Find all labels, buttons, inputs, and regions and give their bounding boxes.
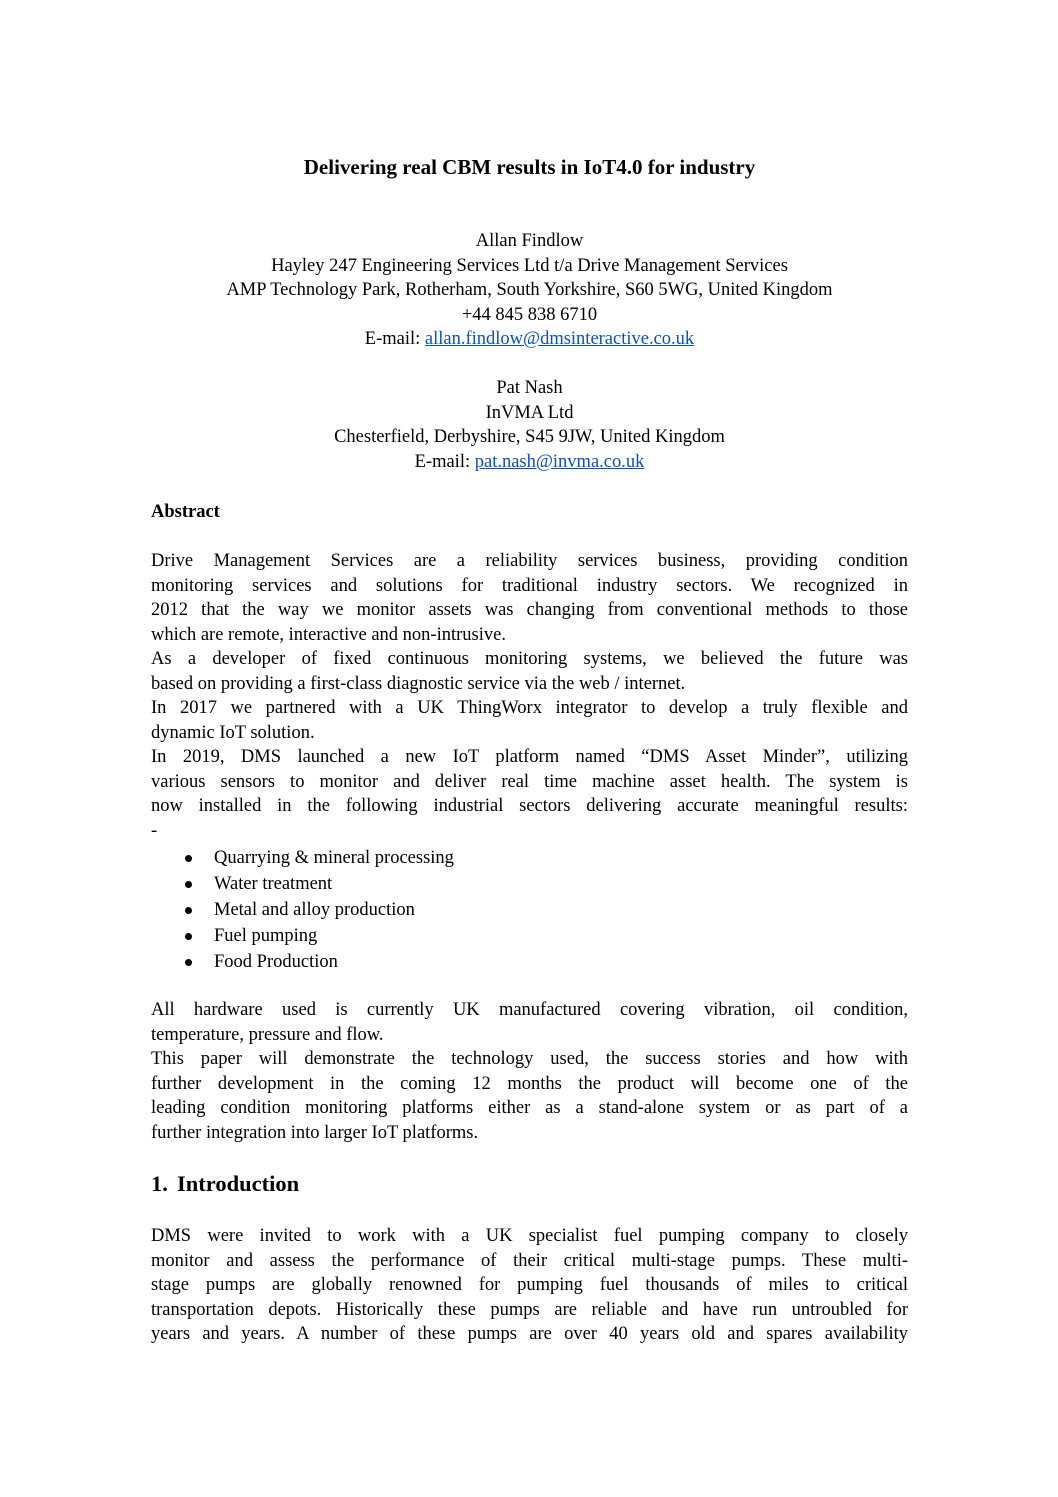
- section-number: 1.: [151, 1171, 168, 1196]
- author-block-1: [151, 229, 908, 352]
- text-line: In 2019, DMS launched a new IoT platform named “DMS Asset Minder”, utilizing: [151, 747, 908, 767]
- introduction-paragraph: [151, 1224, 908, 1347]
- author-phone: +44 845 838 6710: [461, 304, 598, 325]
- text-line: years and years. A number of these pumps are over 40 years old and spares availability: [151, 1324, 908, 1344]
- text-line: further integration into larger IoT platforms.: [151, 1122, 479, 1143]
- author-email-line: [151, 450, 908, 475]
- text-line: based on providing a first-class diagnostic service via the web / internet.: [151, 673, 686, 694]
- author-address: Chesterfield, Derbyshire, S45 9JW, United Kingdom: [334, 427, 725, 447]
- author-affiliation: InVMA Ltd: [485, 402, 574, 423]
- text-line: which are remote, interactive and non-intrusive.: [151, 624, 506, 645]
- author-block-2: [151, 376, 908, 474]
- text-line: As a developer of fixed continuous monitoring systems, we believed the future was: [151, 649, 908, 669]
- list-item: [151, 871, 908, 897]
- author-email-link[interactable]: pat.nash@invma.co.uk: [474, 451, 645, 472]
- text-line: DMS were invited to work with a UK specialist fuel pumping company to closely: [151, 1226, 908, 1246]
- text-line: stage pumps are globally renowned for pumping fuel thousands of miles to critical: [151, 1275, 908, 1295]
- bullet-icon: [185, 959, 192, 966]
- section-heading-introduction: [151, 1169, 299, 1199]
- bullet-icon: [185, 881, 192, 888]
- text-line: All hardware used is currently UK manufactured covering vibration, oil condition,: [151, 1000, 908, 1020]
- author-name: Pat Nash: [496, 378, 563, 398]
- text-line: dynamic IoT solution.: [151, 722, 315, 743]
- paper-title: Delivering real CBM results in IoT4.0 for industry: [303, 155, 756, 179]
- email-label: E-mail:: [414, 451, 475, 472]
- abstract-paragraph-5: [151, 998, 908, 1047]
- list-item: [151, 897, 908, 923]
- list-item: [151, 949, 908, 975]
- text-line: -: [151, 820, 158, 841]
- email-label: E-mail:: [364, 329, 425, 349]
- author-email-line: [151, 327, 908, 352]
- list-item-text: Water treatment: [214, 874, 333, 894]
- author-affiliation: Hayley 247 Engineering Services Ltd t/a Drive Management Services: [271, 255, 788, 276]
- bullet-icon: [185, 855, 192, 862]
- list-item: [151, 845, 908, 871]
- list-item-text: Metal and alloy production: [214, 900, 415, 920]
- text-line: monitor and assess the performance of their critical multi-stage pumps. These multi-: [151, 1250, 908, 1271]
- abstract-paragraph-2: [151, 647, 908, 696]
- text-line: now installed in the following industrial sectors delivering accurate meaningful results:: [151, 796, 908, 816]
- abstract-paragraph-3: [151, 696, 908, 745]
- list-item: [151, 923, 908, 949]
- abstract-heading: Abstract: [151, 502, 220, 522]
- author-name: Allan Findlow: [475, 231, 584, 251]
- abstract-paragraph-6: [151, 1047, 908, 1145]
- abstract-paragraph-4: [151, 745, 908, 843]
- text-line: Drive Management Services are a reliability services business, providing condition: [151, 551, 908, 571]
- list-item-text: Fuel pumping: [214, 926, 318, 946]
- text-line: monitoring services and solutions for traditional industry sectors. We recognized in: [151, 575, 908, 596]
- list-item-text: Quarrying & mineral processing: [214, 848, 454, 868]
- author-address: AMP Technology Park, Rotherham, South Yorkshire, S60 5WG, United Kingdom: [226, 280, 833, 300]
- author-email-link[interactable]: allan.findlow@dmsinteractive.co.uk: [424, 329, 695, 349]
- text-line: temperature, pressure and flow.: [151, 1024, 384, 1045]
- text-line: transportation depots. Historically these pumps are reliable and have run untroubled for: [151, 1299, 908, 1320]
- sector-bullet-list: [151, 845, 908, 975]
- text-line: various sensors to monitor and deliver real time machine asset health. The system is: [151, 771, 908, 792]
- text-line: In 2017 we partnered with a UK ThingWorx integrator to develop a truly flexible and: [151, 698, 908, 718]
- bullet-icon: [185, 933, 192, 940]
- text-line: This paper will demonstrate the technology used, the success stories and how with: [151, 1049, 908, 1069]
- bullet-icon: [185, 907, 192, 914]
- text-line: further development in the coming 12 months the product will become one of the: [151, 1073, 908, 1094]
- list-item-text: Food Production: [214, 952, 338, 972]
- section-title: Introduction: [177, 1171, 300, 1196]
- text-line: 2012 that the way we monitor assets was changing from conventional methods to those: [151, 600, 908, 620]
- text-line: leading condition monitoring platforms either as a stand-alone system or as part of a: [151, 1098, 908, 1118]
- abstract-paragraph-1: [151, 549, 908, 647]
